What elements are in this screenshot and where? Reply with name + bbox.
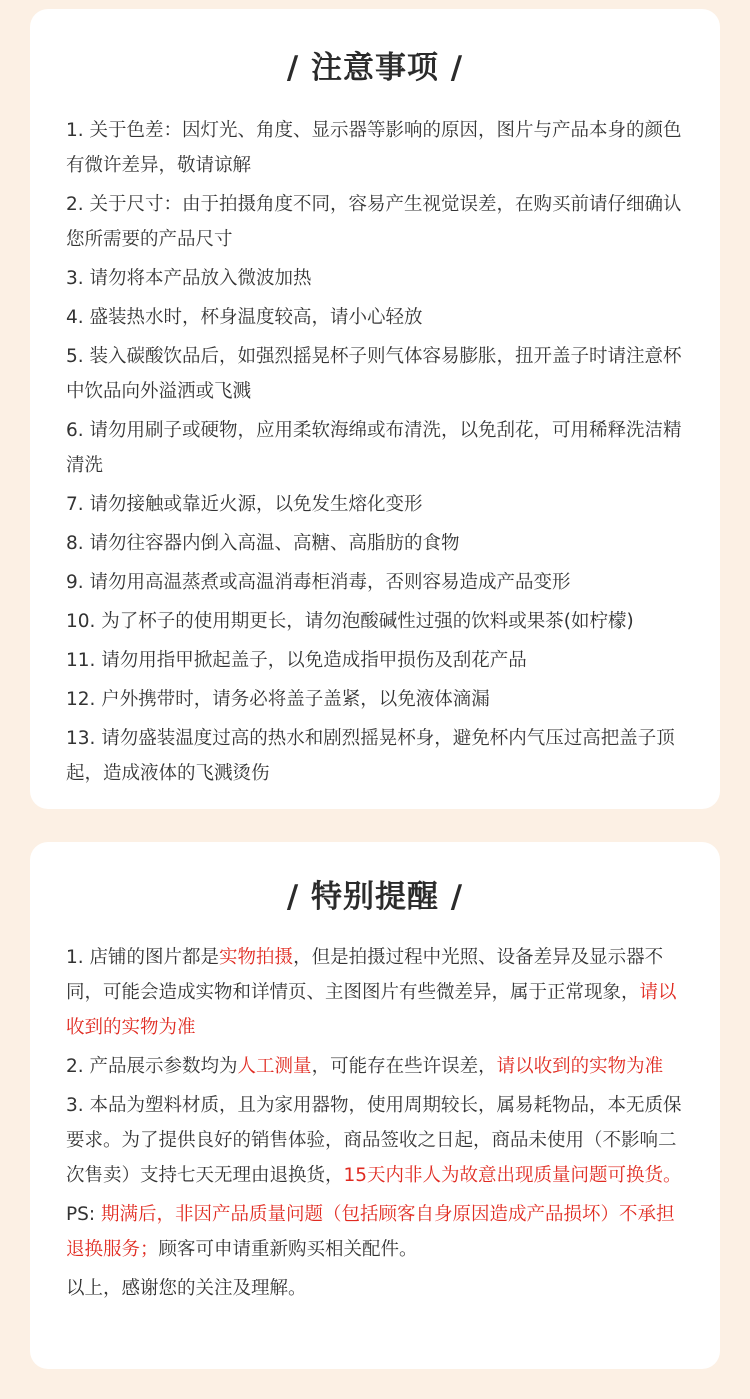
notes-item: 6. 请勿用刷子或硬物，应用柔软海绵或布清洗，以免刮花，可用稀释洗洁精清洗: [66, 420, 682, 476]
reminder-item-3-text: 3. 本品为塑料材质，且为家用器物，使用周期较长，属易耗物品，本无质保要求。为了提供良好的销售体验，商品签收之日起，商品未使用（不影响二次售卖）支持七天无理由退换货，: [66, 1095, 682, 1186]
notes-item: 8. 请勿往容器内倒入高温、高糖、高脂肪的食物: [66, 533, 460, 554]
highlight-text: 实物拍摄: [219, 947, 294, 968]
notes-list: [66, 113, 684, 791]
notes-card: [30, 9, 720, 809]
notes-item: 9. 请勿用高温蒸煮或高温消毒柜消毒，否则容易造成产品变形: [66, 572, 571, 593]
reminder-item-1: [66, 940, 684, 1045]
highlight-text: 15天内非人为故意出现质量问题可换货。: [343, 1165, 682, 1186]
ps-text: 顾客可申请重新购买相关配件。: [158, 1239, 418, 1260]
reminder-ps: [66, 1197, 684, 1267]
reminder-item-1-text: ，但是拍摄过程中光照、设备差异及显示器不同，可能会造成实物和详情页、主图图片有些微差异，属于正常现象，: [66, 947, 664, 1003]
reminder-item-2-text: ，可能存在些许误差，: [311, 1056, 497, 1077]
reminder-closing: 以上，感谢您的关注及理解。: [66, 1278, 307, 1299]
highlight-text: 期满后，非因产品质量问题（包括顾客自身原因造成产品损坏）不承担退换服务；: [66, 1204, 675, 1260]
reminder-item-2-text: 2. 产品展示参数均为: [66, 1056, 238, 1077]
highlight-text: 请以收到的实物为准: [66, 982, 677, 1038]
ps-label: PS:: [66, 1204, 102, 1225]
highlight-text: 请以收到的实物为准: [496, 1056, 664, 1077]
reminder-list: [66, 940, 684, 1306]
notes-item: 5. 装入碳酸饮品后，如强烈摇晃杯子则气体容易膨胀，扭开盖子时请注意杯中饮品向外溢洒或飞溅: [66, 346, 682, 402]
notes-item: 4. 盛装热水时，杯身温度较高，请小心轻放: [66, 307, 423, 328]
reminder-title: / 特别提醒 /: [286, 879, 464, 915]
notes-item: 2. 关于尺寸：由于拍摄角度不同，容易产生视觉误差，在购买前请仔细确认您所需要的产品尺寸: [66, 194, 682, 250]
reminder-item-2: [66, 1049, 684, 1084]
reminder-item-3: [66, 1088, 684, 1193]
notes-item: 7. 请勿接触或靠近火源，以免发生熔化变形: [66, 494, 423, 515]
highlight-text: 人工测量: [237, 1056, 312, 1077]
notes-item: 11. 请勿用指甲掀起盖子，以免造成指甲损伤及刮花产品: [66, 650, 527, 671]
notes-item: 3. 请勿将本产品放入微波加热: [66, 268, 312, 289]
notes-title: / 注意事项 /: [286, 50, 464, 86]
notes-item: 12. 户外携带时，请务必将盖子盖紧，以免液体滴漏: [66, 689, 490, 710]
reminder-card: [30, 842, 720, 1369]
notes-item: 1. 关于色差：因灯光、角度、显示器等影响的原因，图片与产品本身的颜色有微许差异，敬请谅解: [66, 120, 682, 176]
notes-item: 13. 请勿盛装温度过高的热水和剧烈摇晃杯身，避免杯内气压过高把盖子顶起，造成液体的飞溅烫伤: [66, 728, 675, 784]
notes-item: 10. 为了杯子的使用期更长，请勿泡酸碱性过强的饮料或果茶(如柠檬): [66, 611, 634, 632]
reminder-item-1-text: 1. 店铺的图片都是: [66, 947, 220, 968]
